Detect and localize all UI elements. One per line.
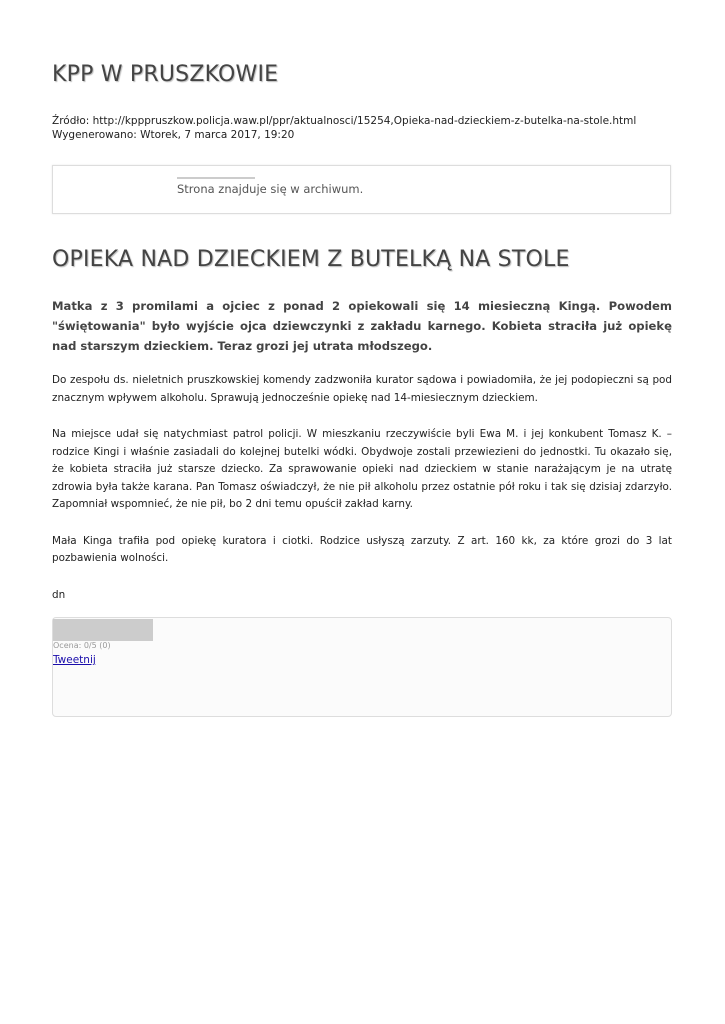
generated-date: Wygenerowano: Wtorek, 7 marca 2017, 19:20 — [52, 129, 295, 141]
rating-stars-widget[interactable] — [53, 619, 153, 641]
archive-divider — [177, 177, 255, 179]
author-signature: dn — [52, 588, 66, 601]
article-body — [52, 372, 672, 612]
source-url: Źródło: http://kpppruszkow.policja.waw.pl/ppr/aktualnosci/15254,Opieka-nad-dzieckiem-z-butelka-na-stole.html — [52, 115, 637, 127]
rating-text: Ocena: 0/5 (0) — [53, 641, 111, 650]
article-lead: Matka z 3 promilami a ojciec z ponad 2 opiekowali się 14 miesieczną Kingą. Powodem "świętowania" było wyjście ojca dziewczynki z zakładu karnego. Kobieta straciła już opiekę nad starszym dzieckiem. Teraz grozi jej utrata młodszego. — [52, 299, 672, 353]
site-title: KPP W PRUSZKOWIE — [52, 62, 279, 87]
paragraph: Mała Kinga trafiła pod opiekę kuratora i ciotki. Rodzice usłyszą zarzuty. Z art. 160 kk, za które grozi do 3 lat pozbawienia wolności. — [52, 534, 672, 564]
archive-notice: Strona znajduje się w archiwum. — [177, 182, 364, 196]
archive-notice-box — [52, 165, 671, 214]
document-meta — [52, 114, 636, 142]
paragraph: Do zespołu ds. nieletnich pruszkowskiej komendy zadzwoniła kurator sądowa i powiadomiła, że jej podopieczni są pod znacznym wpływem alkoholu. Sprawują jednocześnie opiekę nad 14-miesiecznym dzieckiem. — [52, 374, 672, 404]
tweet-link[interactable]: Tweetnij — [53, 654, 96, 666]
rating-box — [52, 617, 672, 717]
article-title: OPIEKA NAD DZIECKIEM Z BUTELKĄ NA STOLE — [52, 247, 570, 272]
paragraph: Na miejsce udał się natychmiast patrol policji. W mieszkaniu rzeczywiście byli Ewa M. i jej konkubent Tomasz K. – rodzice Kingi i właśnie zasiadali do kolejnej butelki wódki. Obydwoje zostali przewiezieni do jednostki. Tu okazało się, że kobieta straciła już starsze dziecko. Za sprawowanie opieki nad dzieckiem w stanie narażającym je na utratę zdrowia była także karana. Pan Tomasz oświadczył, że nie pił alkoholu przez ostatnie pół roku i tak się dzisiaj zdarzyło. Zapomniał wspomnieć, że nie pił, bo 2 dni temu opuścił zakład karny. — [52, 428, 672, 510]
